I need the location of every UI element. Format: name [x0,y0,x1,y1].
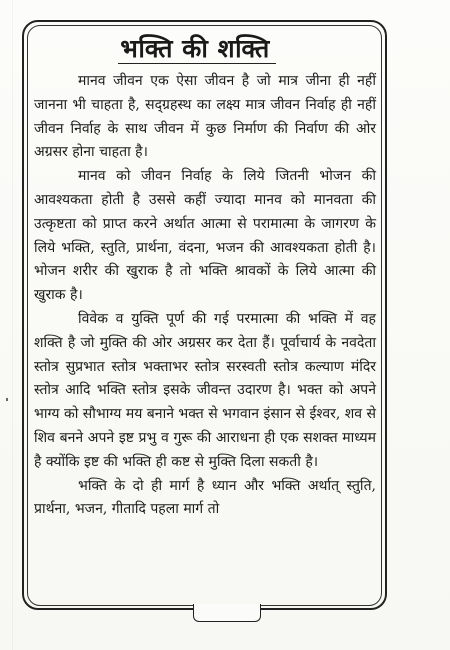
paragraph-3: विवेक व युक्ति पूर्ण की गई परमात्मा की भक्ति में वह शक्ति है जो मुक्ति की ओर अग्रसर कर देता हैं। पूर्वाचार्य के नवदेता स्तोत्र सुप्रभात स्तोत्र भक्ताभर स्तोत्र सरस्वती स्तोत्र कल्याण मंदिर स्तोत्र आदि भक्ति स्तोत्र इसके जीवन्त उदारण है। भक्त को अपने भाग्य को सौभाग्य मय बनाने भक्त से भगवान इंसान से ईश्वर, शव से शिव बनने अपने इष्ट प्रभु व गुरू की आराधना ही एक सशक्त माध्यम है क्योंकि इष्ट की भक्ति ही कष्ट से मुक्ति दिला सकती है। [34,310,377,470]
paragraph-1: मानव जीवन एक ऐसा जीवन है जो मात्र जीना ही नहीं जानना भी चाहता है, सद्ग्रहस्थ का लक्ष्य मात्र जीवन निर्वाह ही नहीं जीवन निर्वाह के साथ जीवन में कुछ निर्माण की निर्वाण की ओर अग्रसर होना चाहता है। [34,73,376,161]
title-underline [118,63,276,64]
scan-speck [6,398,8,401]
page-title: भक्ति की शक्ति [120,34,270,63]
scan-shadow [12,0,13,650]
page-number-tab [193,604,261,622]
article-body [34,70,376,522]
paragraph-2: मानव को जीवन निर्वाह के लिये जितनी भोजन की आवश्यकता होती है उससे कहीं ज्यादा मानव को मानवता की उत्कृष्टता को प्राप्त करने अर्थात आत्मा से परामात्मा के जागरण के लिये भक्ति, स्तुति, प्रार्थना, वंदना, भजन की आवश्यकता होती है। भोजन शरीर की खुराक है तो भक्ति श्रावकों के लिये आत्मा की खुराक है। [34,168,376,304]
paragraph-4: भक्ति के दो ही मार्ग है ध्यान और भक्ति अर्थात् स्तुति, प्रार्थना, भजन, गीतादि पहला मार्ग तो [34,477,376,518]
